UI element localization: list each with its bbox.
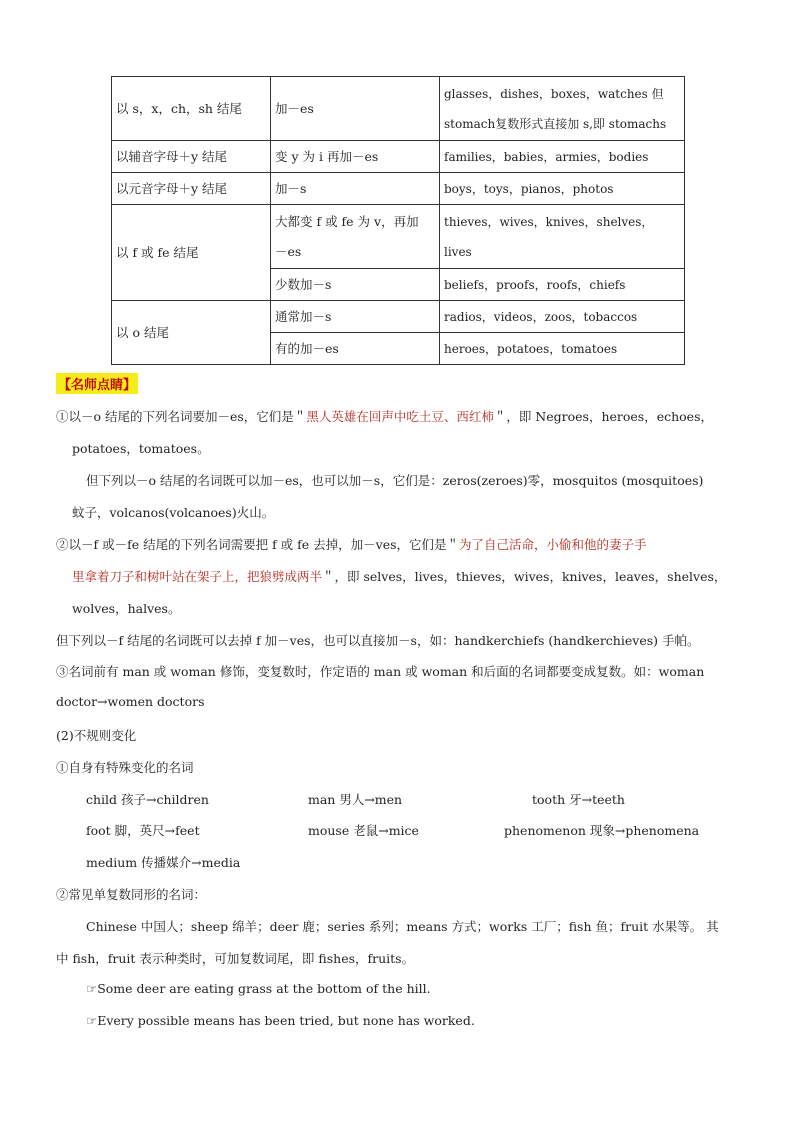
table-cell xyxy=(271,205,440,269)
table-cell: radios，videos，zoos，tobaccos xyxy=(440,301,685,333)
table-cell: 通常加－s xyxy=(271,301,440,333)
irregular-item: man 男人→men xyxy=(308,792,403,807)
table-cell: 以 f 或 fe 结尾 xyxy=(112,205,271,301)
subsection-title: ②常见单复数同形的名词： xyxy=(56,887,207,902)
subsection-title: (2)不规则变化 xyxy=(56,728,137,743)
table-cell: 变 y 为 i 再加－es xyxy=(271,141,440,173)
table-row xyxy=(112,173,685,205)
cell-line: 大都变 f 或 fe 为 v，再加 xyxy=(275,213,419,229)
irregular-item: foot 脚，英尺→feet xyxy=(86,823,200,838)
table-cell: heroes，potatoes，tomatoes xyxy=(440,333,685,365)
subsection-title: ①自身有特殊变化的名词 xyxy=(56,760,194,775)
text-span: ①以－o 结尾的下列名词要加－es，它们是＂ xyxy=(56,409,307,424)
table-cell xyxy=(440,77,685,141)
mnemonic-text: 里拿着刀子和树叶站在架子上，把狼劈成两半 xyxy=(72,569,323,584)
table-cell: 以元音字母＋y 结尾 xyxy=(112,173,271,205)
paragraph-line: 但下列以－f 结尾的名词既可以去掉 f 加－ves，也可以直接加－s，如：handkerchiefs (handkerchieves) 手帕。 xyxy=(56,633,700,648)
table-cell: beliefs，proofs，roofs，chiefs xyxy=(440,269,685,301)
table-row xyxy=(112,141,685,173)
mnemonic-text: 为了自己活命，小偷和他的妻子手 xyxy=(459,537,647,552)
plural-rules-table xyxy=(111,76,685,365)
paragraph-line: Chinese 中国人；sheep 绵羊；deer 鹿；series 系列；means 方式；works 工厂；fish 鱼；fruit 水果等。 其 xyxy=(86,919,719,934)
table-cell: thieves，wives，knives，shelves，lives xyxy=(440,205,685,269)
paragraph-line: 蚊子，volcanos(volcanoes)火山。 xyxy=(72,505,275,520)
table-cell: 加－es xyxy=(271,77,440,141)
irregular-item: mouse 老鼠→mice xyxy=(308,823,419,838)
example-sentence: ☞Some deer are eating grass at the bottom of the hill. xyxy=(86,981,431,996)
table-cell: 有的加－es xyxy=(271,333,440,365)
table-cell: 加－s xyxy=(271,173,440,205)
table-cell: families，babies，armies，bodies xyxy=(440,141,685,173)
text-span: ＂，即 selves，lives，thieves，wives，knives，leaves，shelves， xyxy=(322,569,727,584)
text-span: ＂，即 Negroes，heroes，echoes， xyxy=(493,409,713,424)
cell-line: stomach复数形式直接加 s,即 stomachs xyxy=(444,116,667,131)
table-cell: 少数加－s xyxy=(271,269,440,301)
paragraph-line: doctor→women doctors xyxy=(56,694,205,709)
paragraph-line xyxy=(72,567,726,585)
table-cell: 以 s，x，ch，sh 结尾 xyxy=(112,77,271,141)
paragraph-line: potatoes，tomatoes。 xyxy=(72,441,210,456)
table-row xyxy=(112,205,685,269)
table-cell: 以辅音字母＋y 结尾 xyxy=(112,141,271,173)
irregular-item: phenomenon 现象→phenomena xyxy=(504,823,700,838)
paragraph-line xyxy=(56,407,713,425)
paragraph-line: wolves，halves。 xyxy=(72,601,181,616)
example-sentence: ☞Every possible means has been tried, but none has worked. xyxy=(86,1013,475,1028)
table-row xyxy=(112,77,685,141)
irregular-item: tooth 牙→teeth xyxy=(532,792,625,807)
irregular-item: child 孩子→children xyxy=(86,792,209,807)
paragraph-line: ③名词前有 man 或 woman 修饰，变复数时，作定语的 man 或 woman 和后面的名词都要变成复数。如：woman xyxy=(56,664,705,679)
mnemonic-text: 黑人英雄在回声中吃土豆、西红柿 xyxy=(306,409,494,424)
table-cell: boys，toys，pianos，photos xyxy=(440,173,685,205)
paragraph-line: 但下列以－o 结尾的名词既可以加－es，也可以加－s，它们是：zeros(zeroes)零，mosquitos (mosquitoes) xyxy=(86,473,704,488)
cell-line: glasses，dishes，boxes，watches 但 xyxy=(444,86,664,101)
table-cell: 以 o 结尾 xyxy=(112,301,271,365)
cell-line: －es xyxy=(275,243,302,259)
text-span: ②以－f 或－fe 结尾的下列名词需要把 f 或 fe 去掉，加－ves，它们是＂ xyxy=(56,537,460,552)
section-heading: 【名师点睛】 xyxy=(56,373,138,394)
irregular-item: medium 传播媒介→media xyxy=(86,855,241,870)
paragraph-line: 中 fish，fruit 表示种类时，可加复数词尾，即 fishes，fruits。 xyxy=(56,951,415,966)
paragraph-line xyxy=(56,535,647,553)
table-row xyxy=(112,301,685,333)
